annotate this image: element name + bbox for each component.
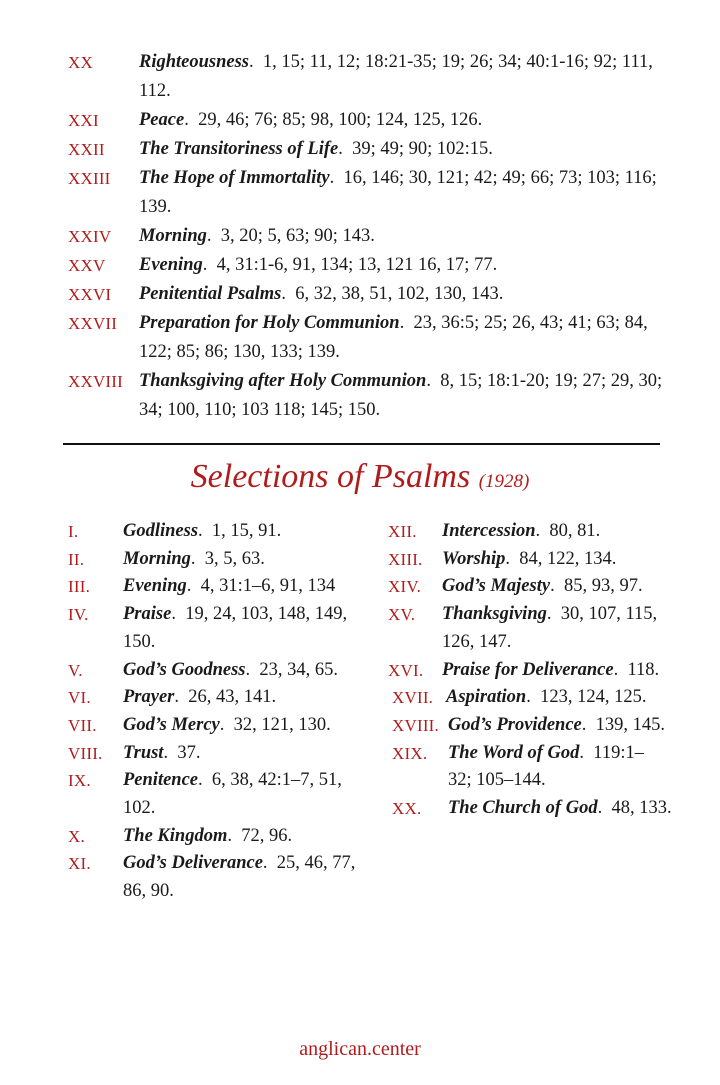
entry-title: God’s Deliverance	[123, 853, 263, 874]
entry-number: XIII.	[388, 549, 423, 569]
selection-entry: V. God’s Goodness. 23, 34, 65.	[68, 657, 368, 685]
entry-refs: 8, 15; 18:1-20; 19; 27; 29, 30; 34; 100, 110; 103 118; 145; 150.	[139, 371, 663, 420]
selection-entry: XX. The Church of God. 48, 133.	[388, 795, 678, 823]
entry-title: Preparation for Holy Communion	[139, 313, 400, 333]
entry-number: XXVI	[68, 285, 112, 304]
psalm-table-continued	[68, 48, 668, 425]
selection-entry: XVII. Aspiration. 123, 124, 125.	[388, 684, 678, 712]
selection-entry: XII. Intercession. 80, 81.	[388, 518, 678, 546]
entry-number: XXV	[68, 256, 106, 275]
entry-title: God’s Mercy	[123, 714, 220, 735]
selection-entry: XVIII. God’s Providence. 139, 145.	[388, 712, 678, 740]
entry-title: God’s Goodness	[123, 659, 246, 680]
entry-number: XI.	[68, 854, 91, 874]
entry-number: III.	[68, 577, 91, 597]
psalm-entry: XXI Peace. 29, 46; 76; 85; 98, 100; 124, 125, 126.	[68, 106, 668, 135]
selection-entry: XIV. God’s Majesty. 85, 93, 97.	[388, 573, 678, 601]
entry-number: XXI	[68, 111, 99, 130]
entry-refs: 84, 122, 134.	[519, 548, 617, 569]
entry-number: II.	[68, 549, 85, 569]
entry-refs: 6, 38, 42:1–7, 51, 102.	[123, 770, 342, 819]
psalm-entry: XXVI Penitential Psalms. 6, 32, 38, 51, 102, 130, 143.	[68, 280, 668, 309]
selection-entry: II. Morning. 3, 5, 63.	[68, 546, 368, 574]
entry-refs: 30, 107, 115, 126, 147.	[442, 604, 658, 652]
entry-title: Evening	[139, 255, 203, 275]
entry-refs: 4, 31:1-6, 91, 134; 13, 121 16, 17; 77.	[216, 255, 498, 275]
heading-year: (1928)	[478, 471, 530, 492]
selection-entry: IX. Penitence. 6, 38, 42:1–7, 51, 102.	[68, 767, 368, 822]
entry-refs: 123, 124, 125.	[540, 687, 647, 708]
entry-title: The Transitoriness of Life	[139, 139, 339, 159]
entry-title: Worship	[442, 548, 506, 569]
selection-entry: XI. God’s Deliverance. 25, 46, 77, 86, 90.	[68, 850, 368, 905]
entry-title: Prayer	[123, 687, 175, 708]
entry-number: XVII.	[392, 688, 434, 708]
entry-refs: 37.	[177, 742, 201, 763]
entry-number: XII.	[388, 522, 417, 541]
entry-number: XIX.	[392, 743, 428, 763]
entry-refs: 6, 32, 38, 51, 102, 130, 143.	[295, 284, 504, 304]
psalm-entry: XXV Evening. 4, 31:1-6, 91, 134; 13, 121 16, 17; 77.	[68, 251, 668, 280]
entry-title: Praise	[123, 604, 172, 625]
entry-title: Godliness	[123, 521, 199, 541]
entry-number: XX.	[392, 799, 422, 819]
entry-number: XVIII.	[392, 715, 439, 735]
selection-entry: I. Godliness. 1, 15, 91.	[68, 518, 368, 546]
entry-refs: 119:1–32; 105–144.	[448, 742, 644, 791]
entry-refs: 3, 5, 63.	[204, 548, 265, 569]
entry-title: The Word of God	[448, 742, 580, 763]
psalm-entry: XXVIII Thanksgiving after Holy Communion. 8, 15; 18:1-20; 19; 27; 29, 30; 34; 100, 110; 103 118; 145; 150.	[68, 367, 668, 425]
psalm-entry: XXIV Morning. 3, 20; 5, 63; 90; 143.	[68, 222, 668, 251]
section-divider	[63, 443, 660, 445]
entry-title: Trust	[123, 742, 164, 763]
selection-entry: VI. Prayer. 26, 43, 141.	[68, 684, 368, 712]
selection-entry: VIII. Trust. 37.	[68, 740, 368, 768]
entry-title: The Church of God	[448, 798, 598, 819]
selection-entry: III. Evening. 4, 31:1–6, 91, 134	[68, 573, 368, 601]
entry-number: IX.	[68, 771, 91, 791]
selections-left-column	[68, 518, 368, 906]
entry-title: Morning	[139, 226, 207, 246]
entry-refs: 25, 46, 77, 86, 90.	[123, 853, 356, 902]
entry-refs: 23, 34, 65.	[259, 659, 338, 680]
entry-title: Aspiration	[446, 687, 527, 708]
entry-refs: 32, 121, 130.	[233, 714, 331, 735]
entry-number: XXVII	[68, 314, 118, 333]
entry-refs: 118.	[627, 659, 660, 680]
entry-title: God’s Providence	[448, 714, 582, 735]
entry-refs: 19, 24, 103, 148, 149, 150.	[123, 604, 348, 652]
entry-title: Penitence	[123, 770, 199, 791]
entry-refs: 39; 49; 90; 102:15.	[352, 139, 493, 159]
entry-title: The Hope of Immortality	[139, 168, 330, 188]
entry-title: Thanksgiving after Holy Communion	[139, 371, 427, 391]
entry-title: Intercession	[442, 521, 536, 541]
selection-entry: XV. Thanksgiving. 30, 107, 115, 126, 147.	[388, 601, 678, 656]
entry-number: XXIV	[68, 227, 112, 246]
selections-right-column	[388, 518, 678, 823]
entry-refs: 29, 46; 76; 85; 98, 100; 124, 125, 126.	[198, 110, 483, 130]
selection-entry: XIII. Worship. 84, 122, 134.	[388, 546, 678, 574]
entry-refs: 1, 15; 11, 12; 18:21-35; 19; 26; 34; 40:1-16; 92; 111, 112.	[139, 52, 653, 101]
entry-title: Morning	[123, 548, 191, 569]
entry-number: XV.	[388, 605, 416, 625]
entry-title: Thanksgiving	[442, 604, 547, 625]
entry-number: XXIII	[68, 169, 111, 188]
entry-number: I.	[68, 522, 79, 541]
entry-title: Peace	[139, 110, 185, 130]
psalm-entry: XX Righteousness. 1, 15; 11, 12; 18:21-35; 19; 26; 34; 40:1-16; 92; 111, 112.	[68, 48, 668, 106]
entry-refs: 4, 31:1–6, 91, 134	[200, 576, 336, 597]
psalm-entry: XXII The Transitoriness of Life. 39; 49; 90; 102:15.	[68, 135, 668, 164]
entry-number: XXVIII	[68, 372, 124, 391]
entry-refs: 85, 93, 97.	[563, 576, 643, 597]
entry-refs: 139, 145.	[595, 714, 665, 735]
heading-text: Selections of Psalms	[190, 458, 471, 495]
entry-refs: 48, 133.	[611, 798, 672, 819]
entry-title: Praise for Deliverance	[442, 659, 614, 680]
entry-number: VII.	[68, 715, 97, 735]
entry-title: Evening	[123, 576, 187, 597]
entry-number: X.	[68, 826, 85, 846]
psalm-entry: XXIII The Hope of Immortality. 16, 146; 30, 121; 42; 49; 66; 73; 103; 116; 139.	[68, 164, 668, 222]
entry-number: XVI.	[388, 660, 424, 680]
entry-number: V.	[68, 660, 83, 680]
entry-refs: 16, 146; 30, 121; 42; 49; 66; 73; 103; 116; 139.	[139, 168, 657, 217]
selection-entry: VII. God’s Mercy. 32, 121, 130.	[68, 712, 368, 740]
entry-refs: 80, 81.	[549, 521, 601, 541]
entry-number: XIV.	[388, 577, 422, 597]
entry-number: XXII	[68, 140, 105, 159]
entry-title: Penitential Psalms	[139, 284, 282, 304]
psalm-entry: XXVII Preparation for Holy Communion. 23, 36:5; 25; 26, 43; 41; 63; 84, 122; 85; 86; 130, 133; 139.	[68, 309, 668, 367]
entry-number: IV.	[68, 605, 89, 625]
selection-entry: XVI. Praise for Deliverance. 118.	[388, 657, 678, 685]
entry-title: God’s Majesty	[442, 576, 551, 597]
footer-site-name: anglican.center	[299, 1038, 421, 1060]
selection-entry: IV. Praise. 19, 24, 103, 148, 149, 150.	[68, 601, 368, 656]
entry-refs: 26, 43, 141.	[188, 687, 277, 708]
entry-refs: 3, 20; 5, 63; 90; 143.	[220, 226, 375, 246]
entry-title: Righteousness	[139, 52, 250, 72]
entry-number: XX	[68, 53, 93, 72]
section-heading	[0, 455, 720, 504]
entry-refs: 72, 96.	[241, 825, 293, 846]
entry-refs: 1, 15, 91.	[211, 521, 282, 541]
entry-refs: 23, 36:5; 25; 26, 43; 41; 63; 84, 122; 85; 86; 130, 133; 139.	[139, 313, 648, 362]
entry-title: The Kingdom	[123, 825, 228, 846]
selection-entry: X. The Kingdom. 72, 96.	[68, 823, 368, 851]
entry-number: VIII.	[68, 743, 103, 763]
entry-number: VI.	[68, 688, 91, 708]
selection-entry: XIX. The Word of God. 119:1–32; 105–144.	[388, 740, 678, 795]
